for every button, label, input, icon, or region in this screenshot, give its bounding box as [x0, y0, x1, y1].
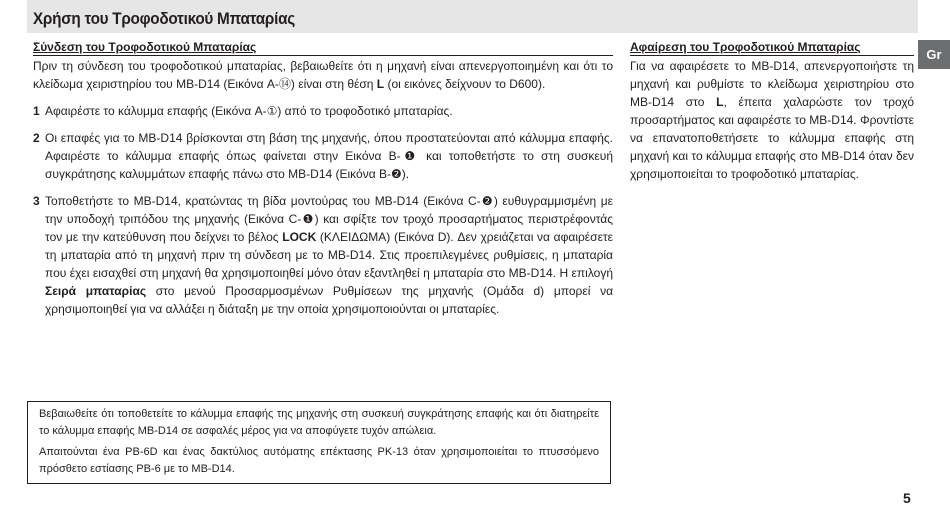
step-2 [33, 129, 613, 183]
intro-text: Πριν τη σύνδεση του τροφοδοτικού μπαταρίας, βεβαιωθείτε ότι η μηχανή είναι απενεργοποιημένη και ότι το κλείδωμα χειριστηρίου του MB-D14 (Εικόνα A-⑭) είναι στη θέση [33, 59, 613, 91]
remove-section [630, 40, 914, 183]
lock-position-l: L [716, 95, 724, 109]
page-title: Χρήση του Τροφοδοτικού Μπαταρίας [33, 9, 295, 28]
note-paragraph: Βεβαιωθείτε ότι τοποθετείτε το κάλυμμα επαφής της μηχανής στη συσκευή συγκράτησης επαφής και ότι διατηρείτε το κάλυμμα επαφής MB-D14 σε ασφαλές μέρος για να αποφύγετε τυχόν απώλεια. [39, 408, 599, 437]
connect-intro [33, 57, 613, 93]
step-text: Οι επαφές για το MB-D14 βρίσκονται στη βάση της μηχανής, όπου προστατεύονται από κάλυμμα επαφής. Αφαιρέστε το κάλυμμα επαφής όπως φαίνεται στην Εικόνα B-❶ και τοποθετήστε το στη συσκευή συγκράτησης καλυμμάτων επαφής πάνω στο MB-D14 (Εικόνα B-❷). [45, 131, 613, 181]
connect-steps [33, 102, 613, 318]
step-text-part: Τοποθετήστε το MB-D14, κρατώντας τη βίδα μοντούρας του MB-D14 (Εικόνα C-❷) ευθυγραμμισμένη με την υποδοχή τριπόδου της μηχανής (Εικόνα C-❶) και σφίξτε τον τροχό προσαρτήματος περιστρέφοντάς τον με την κατεύθυνση που δείχνει το βέλος [45, 194, 613, 244]
step-text-part: στο μενού Προσαρμοσμένων Ρυθμίσεων της μηχανής (Ομάδα d) μπορεί να χρησιμοποιηθεί για να αλλάξει η διάταξη με την οποία χρησιμοποιούνται οι μπαταρίες. [45, 284, 613, 316]
intro-text-end: (οι εικόνες δείχνουν το D600). [384, 77, 546, 91]
step-text-part: (ΚΛΕΙΔΩΜΑ) (Εικόνα D). Δεν χρειάζεται να αφαιρέσετε τη μπαταρία από τη μηχανή πριν τη σύνδεση με το MB-D14. Στις προεπιλεγμένες ρυθμίσεις, η μπαταρία που έχει εισαχθεί στη μηχανή θα χρησιμοποιηθεί μόνο όταν εξαντληθεί η μπαταρία στο MB-D14. Η επιλογή [45, 230, 614, 280]
note-box [27, 401, 611, 484]
step-text: Αφαιρέστε το κάλυμμα επαφής (Εικόνα A-①) από το τροφοδοτικό μπαταρίας. [45, 104, 453, 118]
step-number: 3 [33, 194, 40, 208]
battery-order-option: Σειρά μπαταρίας [45, 284, 147, 298]
connect-section-title: Σύνδεση του Τροφοδοτικού Μπαταρίας [33, 40, 613, 56]
remove-section-title: Αφαίρεση του Τροφοδοτικού Μπαταρίας [630, 40, 914, 56]
remove-text-part: Για να αφαιρέσετε το MB-D14, απενεργοποιήστε τη μηχανή και ρυθμίστε το κλείδωμα χειριστηρίου στο MB-D14 στο [630, 59, 914, 109]
language-tab: Gr [918, 40, 950, 69]
step-number: 1 [33, 104, 40, 118]
lock-label: LOCK [282, 230, 317, 244]
step-3 [33, 192, 613, 318]
step-number: 2 [33, 131, 40, 145]
step-text [45, 192, 613, 318]
page-number: 5 [903, 490, 911, 506]
step-1 [33, 102, 613, 120]
note-paragraph: Απαιτούνται ένα PB-6D και ένας δακτύλιος αυτόματης επέκτασης PK-13 όταν χρησιμοποιείται το πτυσσόμενο πρόσθετο εστίασης PB-6 με το MB-D14. [39, 446, 599, 475]
lock-position-l: L [376, 77, 385, 91]
remove-text [630, 57, 914, 183]
connect-section [33, 40, 613, 318]
remove-text-part: , έπειτα χαλαρώστε τον τροχό προσαρτήματος και αφαιρέστε το MB-D14. Φροντίστε να επανατοποθετήσετε το κάλυμμα επαφής στη μηχανή και το κάλυμμα επαφής στο MB-D14 όταν δεν χρησιμοποιείται το τροφοδοτικό μπαταρίας. [630, 95, 915, 181]
